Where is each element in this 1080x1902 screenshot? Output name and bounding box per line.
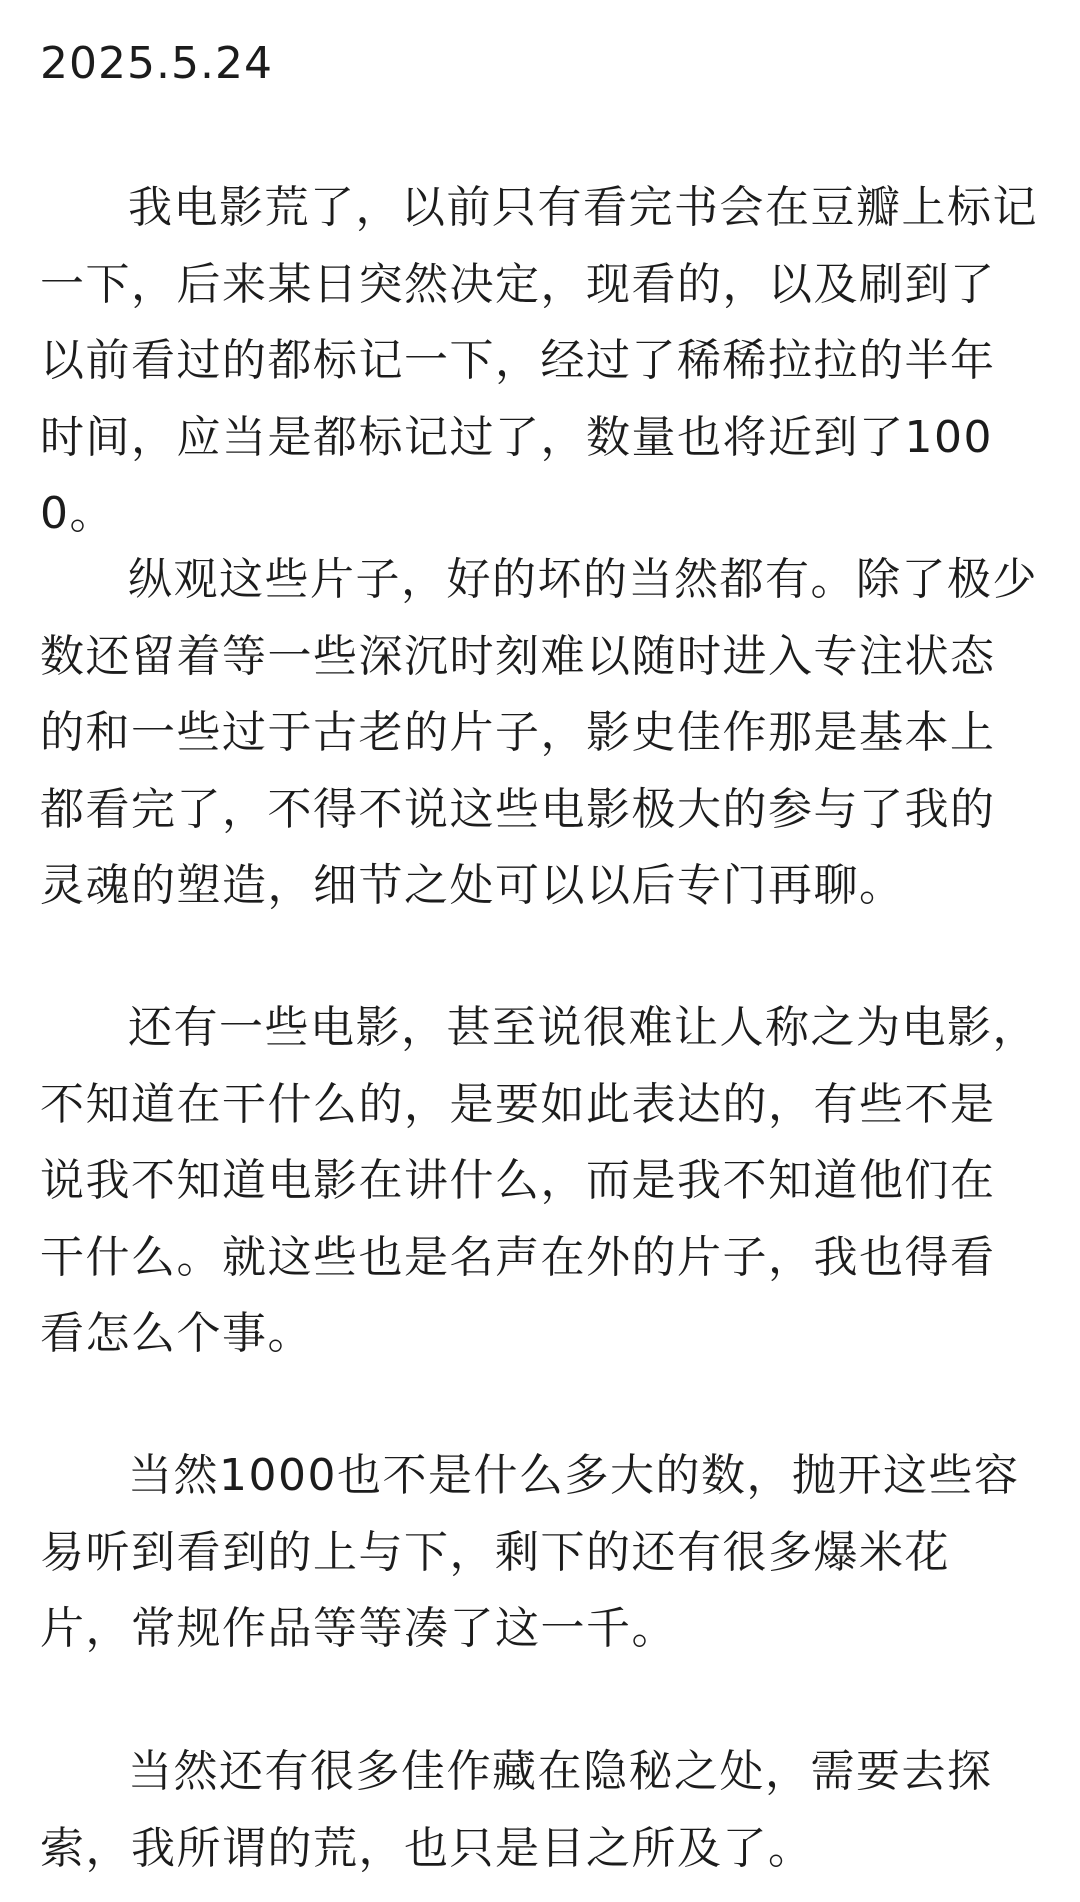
paragraph-4: 当然1000也不是什么多大的数，抛开这些容易听到看到的上与下，剩下的还有很多爆米花片，常规作品等等凑了这一千。 <box>40 1450 1020 1654</box>
paragraph-1: 我电影荒了，以前只有看完书会在豆瓣上标记一下，后来某日突然决定，现看的，以及刷到了以前看过的都标记一下，经过了稀稀拉拉的半年时间，应当是都标记过了，数量也将近到了1000。 <box>40 182 1038 539</box>
paragraph-2: 纵观这些片子，好的坏的当然都有。除了极少数还留着等一些深沉时刻难以随时进入专注状态的和一些过于古老的片子，影史佳作那是基本上都看完了，不得不说这些电影极大的参与了我的灵魂的塑造，细节之处可以以后专门再聊。 <box>40 554 1038 911</box>
paragraph-3: 还有一些电影，甚至说很难让人称之为电影，不知道在干什么的，是要如此表达的，有些不是说我不知道电影在讲什么，而是我不知道他们在干什么。就这些也是名声在外的片子，我也得看看怎么个事。 <box>40 1002 1038 1359</box>
paragraph-5: 当然还有很多佳作藏在隐秘之处，需要去探索，我所谓的荒，也只是目之所及了。 <box>40 1746 993 1874</box>
post-date: 2025.5.24 <box>40 38 273 89</box>
